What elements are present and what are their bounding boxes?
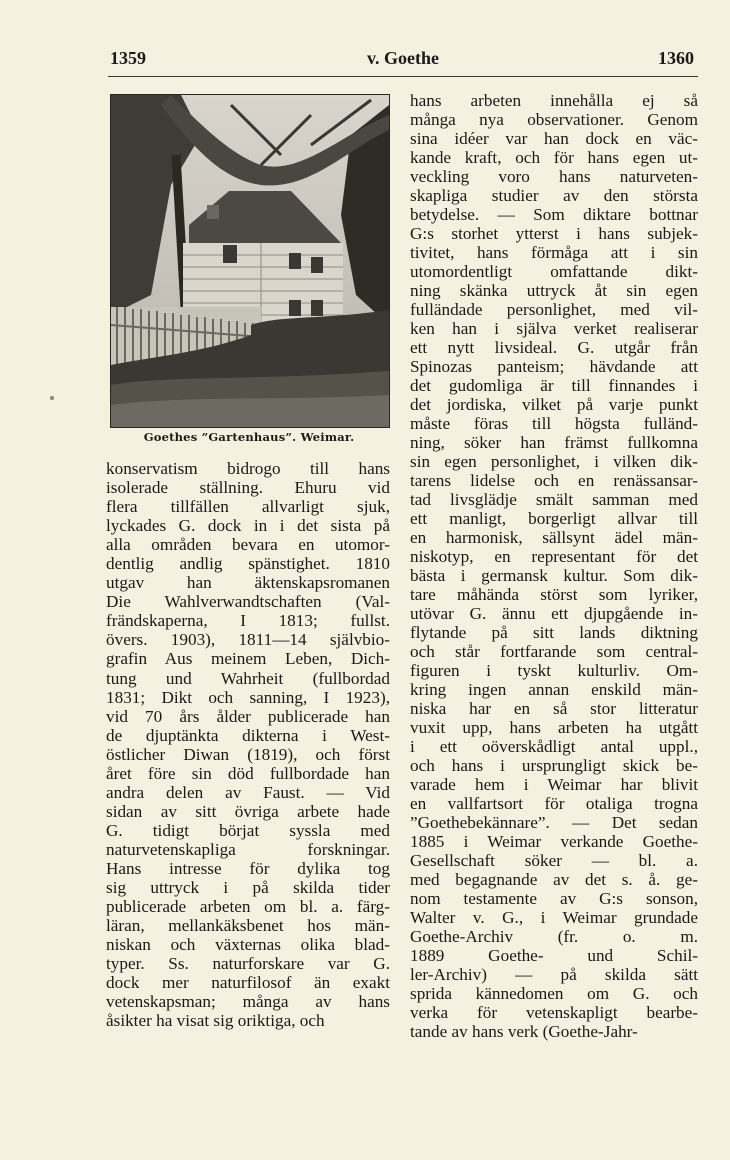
text-line: och står fortfarande som central-	[410, 642, 698, 661]
text-line: andra delen av Faust. — Vid	[106, 782, 390, 802]
text-line: ett nytt livsideal. G. utgår från	[410, 338, 698, 357]
text-line: 1831; Dikt och sanning, I 1923),	[106, 687, 390, 707]
running-title: v. Goethe	[367, 48, 439, 68]
text-line: tare måhända störst som lyriker,	[410, 585, 698, 604]
text-line: lyckades G. dock in i det sista på	[106, 516, 390, 536]
text-line: året före sin död fullbordade han	[106, 763, 390, 783]
house-photo	[110, 94, 390, 428]
text-line: niskotyp, en representant för det	[410, 547, 698, 566]
text-line: ler-Archiv) — på skilda sätt	[410, 965, 698, 984]
text-line: ett manligt, borgerligt allvar till	[410, 509, 698, 528]
text-line: östlicher Diwan (1819), och först	[106, 744, 390, 764]
text-line: 1889 Goethe- und Schil-	[410, 946, 698, 965]
text-line: naturvetenskapliga forskningar.	[106, 839, 390, 859]
text-line: vetenskapsman; många av hans	[106, 992, 390, 1012]
text-line: publicerade arbeten om bl. a. färg-	[106, 897, 390, 917]
text-line: niskan och växternas olika blad-	[106, 935, 390, 955]
text-line: utomordentligt omfattande dikt-	[410, 262, 698, 281]
text-line: många nya observationer. Genom	[410, 110, 698, 129]
text-line: betydelse. — Som diktare bottnar	[410, 205, 698, 224]
house-photo-icon	[111, 95, 389, 427]
text-line: veckling voro hans naturveten-	[410, 167, 698, 186]
text-line: övers. 1903), 1811—14 självbio-	[106, 630, 390, 650]
text-line: figuren i tyskt kulturliv. Om-	[410, 661, 698, 680]
text-line: tung und Wahrheit (fullbordad	[106, 668, 390, 688]
text-line: ken han i själva verket realiserar	[410, 319, 698, 338]
text-line: tivitet, hans förmåga att i sin	[410, 243, 698, 262]
text-line: varade hem i Weimar har blivit	[410, 775, 698, 794]
text-line: ning, söker han främst fullkomna	[410, 433, 698, 452]
text-line: tande av hans verk (Goethe-Jahr-	[410, 1022, 638, 1041]
text-line: Walter v. G., i Weimar grundade	[410, 908, 698, 927]
running-header	[108, 44, 698, 74]
text-line: Die Wahlverwandtschaften (Val-	[106, 592, 390, 612]
text-line: fulländade personlighet, med vil-	[410, 300, 698, 319]
text-line: flera tillfällen allvarligt sjuk,	[106, 497, 390, 517]
text-line: det jordiska, vilket på varje punkt	[410, 395, 698, 414]
text-line: frändskaperna, I 1813; fullst.	[106, 611, 390, 631]
text-line: skapliga studier av den största	[410, 186, 698, 205]
text-line: med begagnande av det s. å. ge-	[410, 870, 698, 889]
text-line: läran, mellankäksbenet hos män-	[106, 916, 390, 936]
text-line: konservatism bidrogo till hans	[106, 459, 390, 478]
text-line: i ett oöverskådligt antal uppl.,	[410, 737, 698, 756]
text-line: en harmonisk, sällsynt ädel män-	[410, 528, 698, 547]
text-line: tarens lidelse och en renässansar-	[410, 471, 698, 490]
text-line: hans arbeten innehålla ej så	[410, 91, 698, 110]
text-line: Hans intresse för dylika tog	[106, 858, 390, 878]
page-number-right: 1360	[658, 48, 694, 68]
text-line: tad livsglädje smält samman med	[410, 490, 698, 509]
text-line: alla områden bevara en utomor-	[106, 535, 390, 555]
text-line: niska har en så stor litteratur	[410, 699, 698, 718]
text-line: sin egen personlighet, i vilken dik-	[410, 452, 698, 471]
text-line: flytande på sitt lands diktning	[410, 623, 698, 642]
text-line: G. tidigt börjat syssla med	[106, 820, 390, 840]
text-line: 1885 i Weimar verkande Goethe-	[410, 832, 698, 851]
text-line: sig uttryck i på skilda tider	[106, 878, 390, 898]
text-line: isolerade ställning. Ehuru vid	[106, 478, 390, 498]
text-line: och hans i ursprungligt skick be-	[410, 756, 698, 775]
text-line: åsikter ha visat sig oriktiga, och	[106, 1011, 325, 1031]
figure-caption: Goethes ”Gartenhaus”. Weimar.	[143, 430, 355, 444]
text-line: Goethe-Archiv (fr. o. m.	[410, 927, 698, 946]
text-line: ”Goethebekännare”. — Det sedan	[410, 813, 698, 832]
text-line: sina idéer var han dock en väc-	[410, 129, 698, 148]
text-line: utövar G. ännu ett djupgående in-	[410, 604, 698, 623]
text-line: utgav han äktenskapsromanen	[106, 573, 390, 593]
margin-dot	[50, 396, 54, 400]
text-line: kring ingen annan enskild män-	[410, 680, 698, 699]
text-line: vid 70 års ålder publicerade han	[106, 706, 390, 726]
text-line: de djuptänkta dikterna i West-	[106, 725, 390, 745]
header-rule	[108, 76, 698, 77]
text-line: måste föras till högsta fulländ-	[410, 414, 698, 433]
text-line: Spinozas panteism; hävdande att	[410, 357, 698, 376]
text-line: G:s storhet ytterst i hans subjek-	[410, 224, 698, 243]
left-column-text	[106, 459, 390, 1030]
text-line: verka för vetenskapligt bearbe-	[410, 1003, 698, 1022]
text-line: en vallfartsort för otaliga trogna	[410, 794, 698, 813]
text-line: bästa i germansk kultur. Som dik-	[410, 566, 698, 585]
text-line: typer. Ss. naturforskare var G.	[106, 954, 390, 974]
text-line: nom testamente av G:s sonson,	[410, 889, 698, 908]
text-line: vuxit upp, hans arbeten ha utgått	[410, 718, 698, 737]
text-line: ning skänka uttryck åt sin egen	[410, 281, 698, 300]
text-line: dentlig andlig spänstighet. 1810	[106, 554, 390, 574]
text-line: dock mer naturfilosof än exakt	[106, 973, 390, 993]
text-line: kande kraft, och för hans egen ut-	[410, 148, 698, 167]
right-column-text	[410, 91, 698, 1041]
text-line: Gesellschaft söker — bl. a.	[410, 851, 698, 870]
page-number-left: 1359	[110, 48, 146, 68]
text-line: grafin Aus meinem Leben, Dich-	[106, 649, 390, 669]
text-line: sidan av sitt övriga arbete hade	[106, 801, 390, 821]
text-line: det gudomliga är till finnandes i	[410, 376, 698, 395]
text-line: sprida kännedomen om G. och	[410, 984, 698, 1003]
